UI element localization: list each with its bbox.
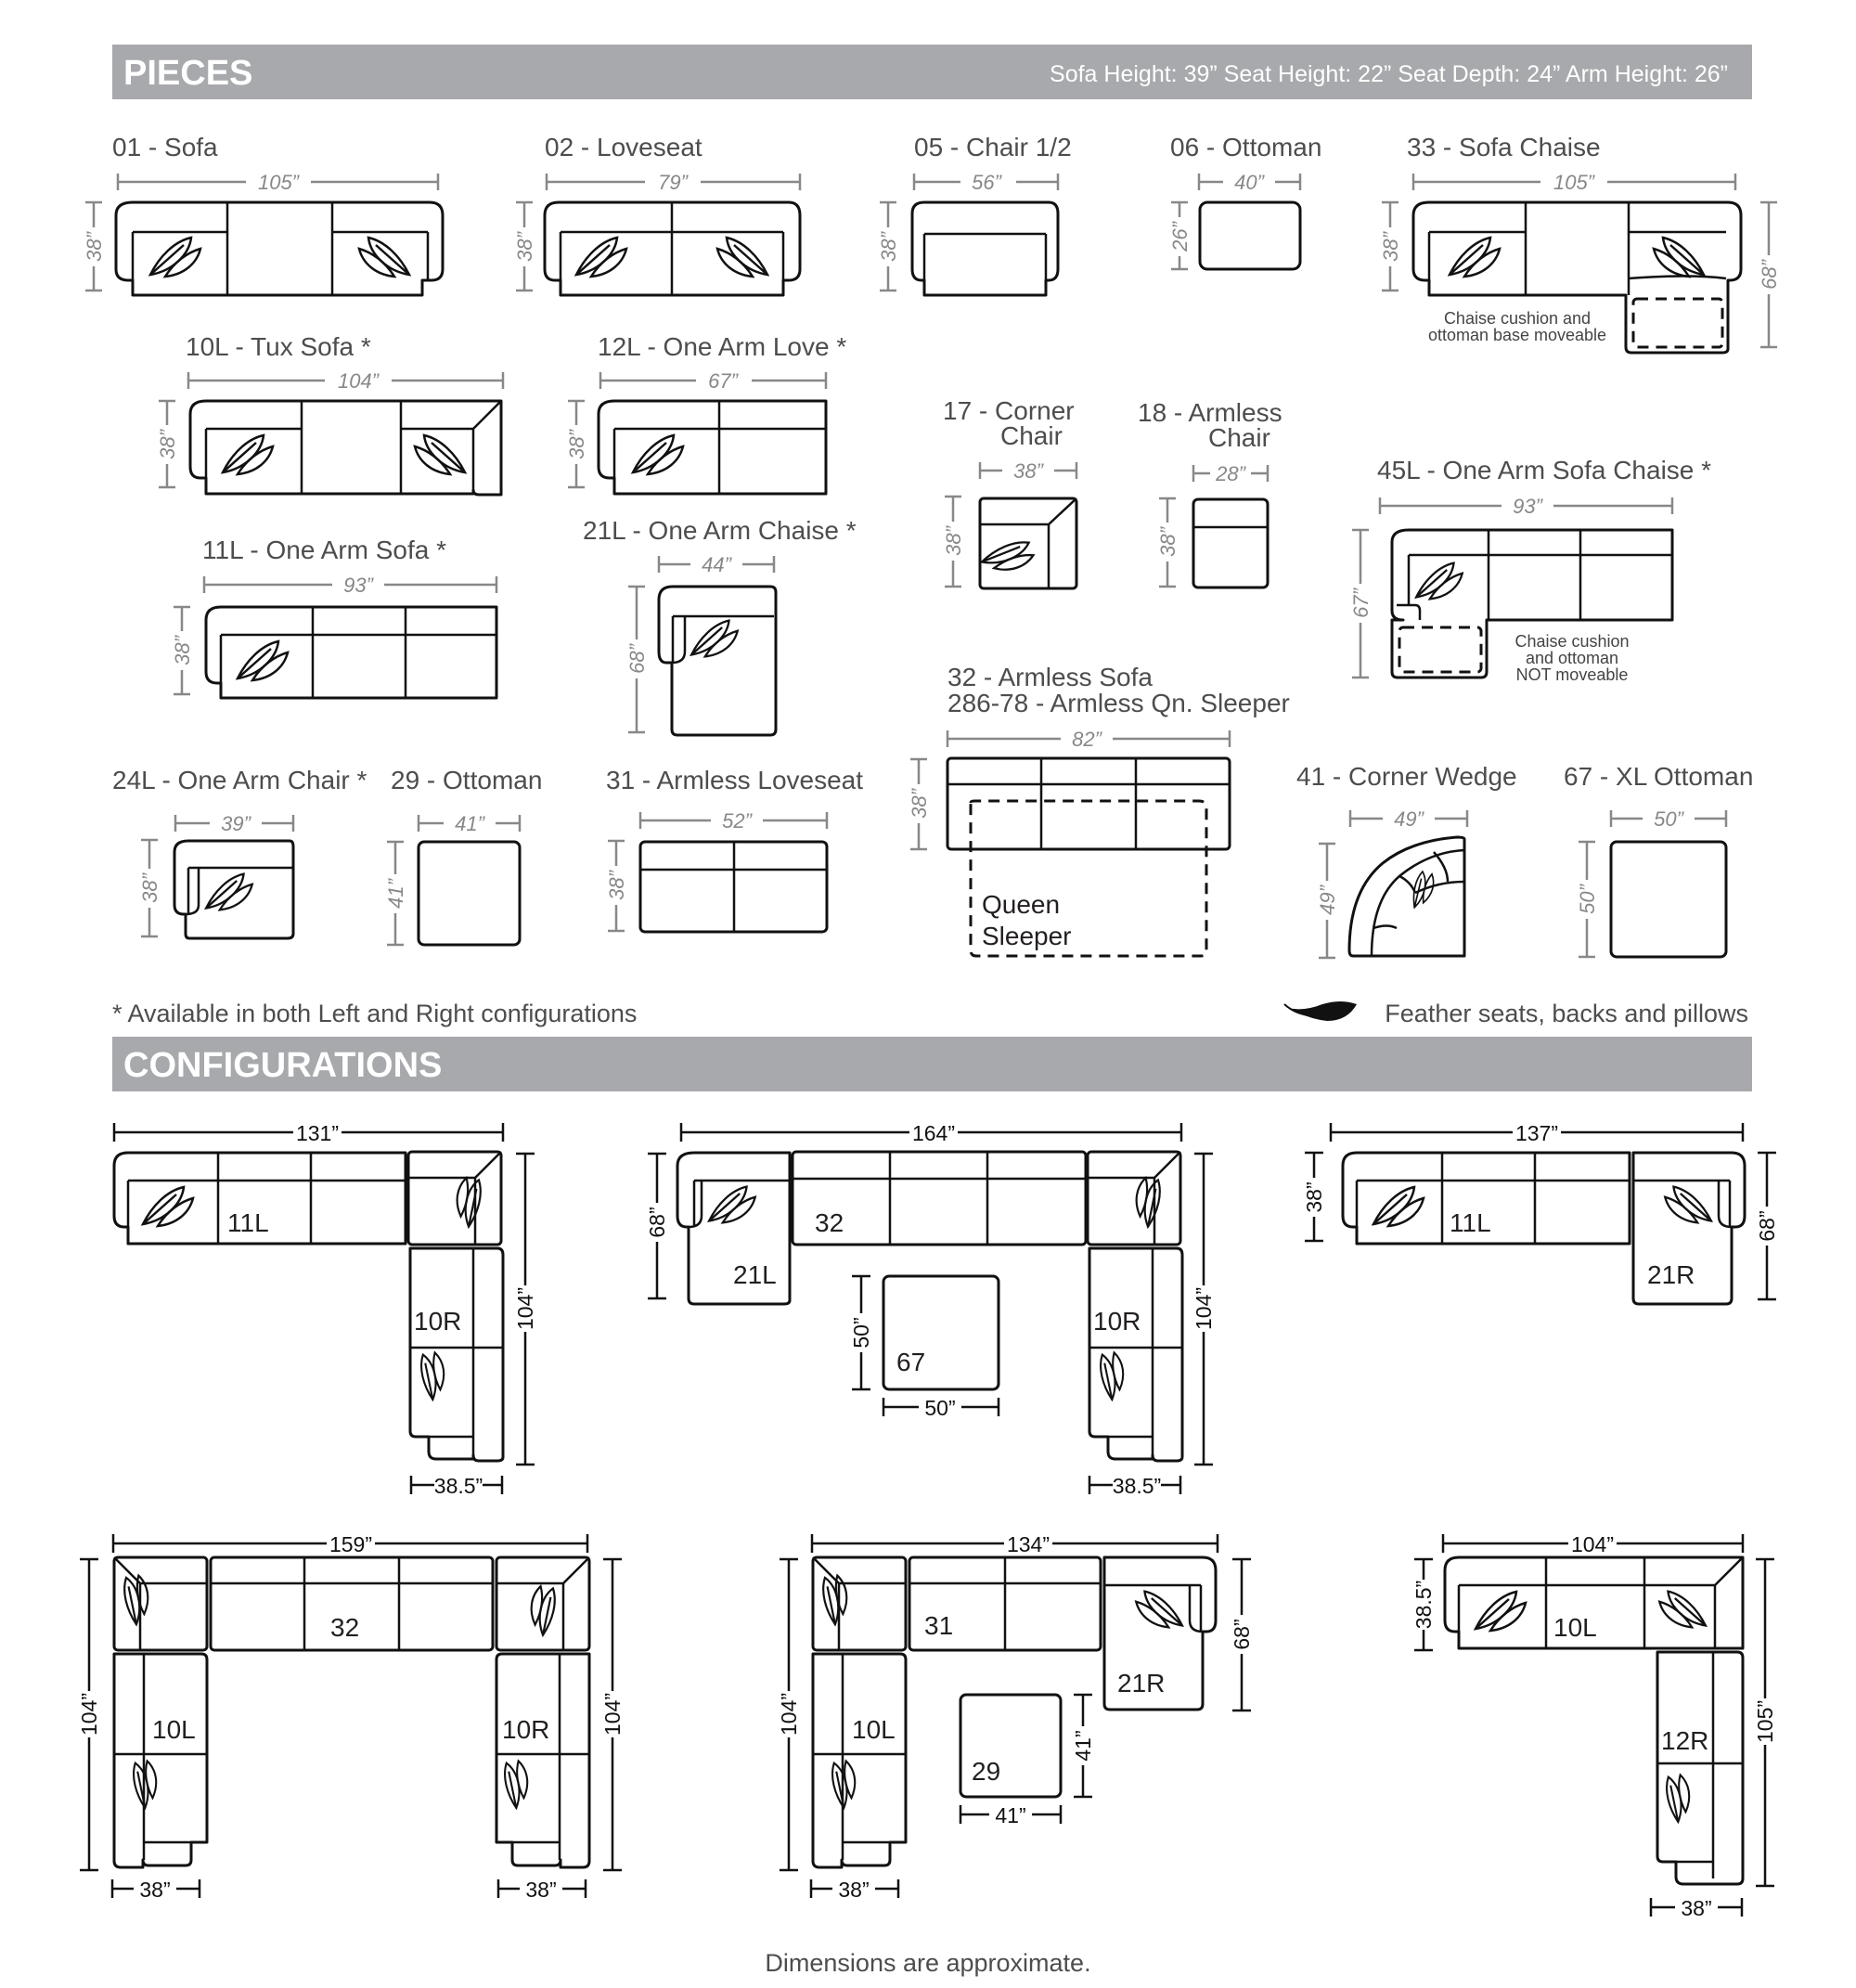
- height-dim: 38”: [83, 232, 106, 262]
- piece-label: 10R: [502, 1715, 550, 1744]
- piece-32-armless-sofa: [908, 663, 1290, 956]
- chaise-note-1: Chaise cushion: [1514, 632, 1630, 651]
- configurations-header: [112, 1037, 1752, 1091]
- feather-icon: [1288, 1001, 1357, 1021]
- chaise-note-2: and ottoman: [1525, 649, 1619, 667]
- depth-dim: 104”: [600, 1692, 625, 1736]
- height-dim: 41”: [384, 879, 407, 909]
- piece-05-chair: [877, 133, 1072, 295]
- seat-specs: Sofa Height: 39” Seat Height: 22” Seat Depth: 24” Arm Height: 26”: [1050, 61, 1728, 87]
- piece-title: 31 - Armless Loveseat: [606, 766, 864, 794]
- depth-dim: 105”: [1753, 1699, 1777, 1744]
- width-dim: 82”: [1072, 728, 1102, 751]
- feather-legend: [1284, 1000, 1748, 1027]
- sleeper-label-1: Queen: [982, 890, 1061, 919]
- ottoman-width-dim: 50”: [924, 1396, 956, 1420]
- width-dim: 104”: [1570, 1532, 1615, 1556]
- width-dim: 131”: [295, 1121, 340, 1145]
- piece-33-sofa-chaise: [1379, 133, 1781, 353]
- width-dim: 105”: [1553, 171, 1595, 194]
- piece-title: 67 - XL Ottoman: [1564, 762, 1754, 791]
- depth-dim: 68”: [1230, 1619, 1254, 1650]
- piece-label: 21L: [733, 1260, 777, 1289]
- width-dim: 40”: [1234, 171, 1264, 194]
- piece-title: 01 - Sofa: [112, 133, 218, 161]
- feather-text: Feather seats, backs and pillows: [1385, 1000, 1748, 1027]
- arm-dim: 38”: [838, 1878, 870, 1902]
- width-dim: 49”: [1394, 807, 1424, 831]
- depth-dim: 38.5”: [1411, 1580, 1436, 1630]
- piece-label: 10L: [152, 1715, 196, 1744]
- piece-06-ottoman: [1168, 133, 1321, 269]
- piece-title: 02 - Loveseat: [545, 133, 702, 161]
- width-dim: 105”: [257, 171, 300, 194]
- config-2: [645, 1121, 1216, 1498]
- piece-title: 33 - Sofa Chaise: [1407, 133, 1601, 161]
- arm-dim: 38.5”: [433, 1474, 483, 1498]
- width-dim: 67”: [708, 369, 738, 393]
- config-5: [777, 1532, 1254, 1902]
- piece-67-xl-ottoman: [1564, 762, 1753, 957]
- depth-dim: 67”: [1349, 588, 1373, 618]
- config-3: [1302, 1121, 1779, 1304]
- piece-29-ottoman: [384, 766, 542, 945]
- depth-dim: 68”: [625, 644, 649, 674]
- piece-label: 10L: [1553, 1613, 1597, 1642]
- width-dim: 104”: [337, 369, 380, 393]
- config-1: [114, 1121, 537, 1498]
- piece-10l-tux-sofa: [156, 332, 503, 495]
- piece-label: 31: [924, 1611, 954, 1640]
- pieces-title: PIECES: [123, 54, 253, 93]
- arm-dim: 38.5”: [1112, 1474, 1162, 1498]
- height-dim: 26”: [1168, 222, 1192, 252]
- piece-31-armless-loveseat: [605, 766, 863, 932]
- arm-dim: 38”: [1681, 1896, 1712, 1920]
- piece-title: 06 - Ottoman: [1170, 133, 1322, 161]
- configurations-title: CONFIGURATIONS: [123, 1046, 443, 1085]
- piece-title: 21L - One Arm Chaise *: [583, 516, 857, 545]
- ottoman-height-dim: 41”: [1071, 1730, 1095, 1762]
- width-dim: 159”: [329, 1532, 373, 1556]
- width-dim: 164”: [911, 1121, 956, 1145]
- piece-title-2: 286-78 - Armless Qn. Sleeper: [947, 689, 1290, 717]
- depth-dim: 104”: [777, 1692, 801, 1736]
- height-dim: 38”: [908, 789, 931, 819]
- piece-title-2: Chair: [1000, 421, 1063, 450]
- height-dim: 38”: [1379, 232, 1402, 262]
- piece-label: 29: [972, 1757, 1001, 1786]
- piece-title: 24L - One Arm Chair *: [112, 766, 367, 794]
- width-dim: 93”: [1513, 495, 1542, 518]
- arm-dim: 38”: [525, 1878, 557, 1902]
- width-dim: 93”: [343, 574, 373, 597]
- pieces-header: [112, 45, 1752, 99]
- height-dim: 38”: [156, 430, 179, 459]
- piece-label: 21R: [1647, 1260, 1695, 1289]
- width-dim: 44”: [702, 553, 731, 576]
- depth-dim: 68”: [1758, 260, 1781, 290]
- depth-dim: 104”: [1192, 1286, 1216, 1331]
- piece-label: 32: [330, 1613, 360, 1642]
- height-dim: 38”: [565, 430, 588, 459]
- piece-title-1: 17 - Corner: [943, 396, 1075, 425]
- piece-title: 41 - Corner Wedge: [1296, 762, 1517, 791]
- height-dim: 38”: [1156, 527, 1179, 557]
- chaise-note-3: NOT moveable: [1515, 665, 1629, 684]
- width-dim: 134”: [1006, 1532, 1050, 1556]
- piece-label: 11L: [227, 1208, 269, 1237]
- ottoman-height-dim: 50”: [849, 1317, 873, 1349]
- piece-12l-one-arm-love: [565, 332, 846, 494]
- piece-title: 12L - One Arm Love *: [598, 332, 847, 361]
- depth-dim: 38”: [1302, 1181, 1326, 1213]
- width-dim: 79”: [658, 171, 688, 194]
- piece-label: 10L: [852, 1715, 896, 1744]
- height-dim: 38”: [942, 526, 965, 556]
- piece-title: 45L - One Arm Sofa Chaise *: [1377, 456, 1712, 484]
- piece-24l-one-arm-chair: [112, 766, 367, 938]
- piece-01-sofa: [83, 133, 443, 295]
- height-dim: 38”: [877, 232, 900, 262]
- piece-02-loveseat: [513, 133, 800, 295]
- piece-label: 12R: [1661, 1726, 1709, 1755]
- piece-label: 67: [896, 1348, 926, 1376]
- config-6: [1411, 1532, 1777, 1920]
- depth-dim: 68”: [1755, 1210, 1779, 1242]
- height-dim: 38”: [513, 232, 536, 262]
- piece-title-1: 18 - Armless: [1138, 398, 1282, 427]
- width-dim: 28”: [1216, 462, 1245, 485]
- piece-label: 32: [815, 1208, 844, 1237]
- piece-title-1: 32 - Armless Sofa: [947, 663, 1153, 691]
- piece-17-corner-chair: [942, 396, 1076, 588]
- piece-41-corner-wedge: [1296, 762, 1517, 958]
- depth-dim: 104”: [513, 1286, 537, 1331]
- chaise-note-2: ottoman base moveable: [1427, 326, 1607, 344]
- ottoman-width-dim: 41”: [995, 1803, 1026, 1827]
- height-dim: 38”: [605, 871, 628, 900]
- piece-title: 05 - Chair 1/2: [914, 133, 1072, 161]
- piece-18-armless-chair: [1138, 398, 1282, 587]
- width-dim: 39”: [221, 812, 251, 835]
- width-dim: 52”: [722, 809, 752, 833]
- piece-45l-one-arm-sofa-chaise: [1349, 456, 1711, 684]
- depth-dim: 104”: [77, 1692, 101, 1736]
- piece-label: 10R: [1093, 1307, 1141, 1336]
- available-note: * Available in both Left and Right configurations: [112, 1000, 638, 1027]
- height-dim: 38”: [138, 873, 161, 903]
- piece-label: 11L: [1450, 1208, 1491, 1237]
- sleeper-label-2: Sleeper: [982, 922, 1072, 950]
- width-dim: 38”: [1013, 459, 1043, 483]
- approx-note: Dimensions are approximate.: [765, 1949, 1091, 1977]
- height-dim: 38”: [171, 636, 194, 665]
- piece-21l-one-arm-chaise: [583, 516, 857, 735]
- piece-title: 10L - Tux Sofa *: [186, 332, 371, 361]
- piece-title: 29 - Ottoman: [391, 766, 543, 794]
- config-4: [77, 1532, 625, 1902]
- height-dim: 49”: [1316, 885, 1339, 915]
- width-dim: 56”: [972, 171, 1001, 194]
- piece-11l-one-arm-sofa: [171, 536, 496, 698]
- piece-title-2: Chair: [1208, 423, 1270, 452]
- width-dim: 41”: [455, 812, 484, 835]
- depth-dim: 68”: [645, 1207, 669, 1238]
- piece-label: 10R: [414, 1307, 462, 1336]
- chaise-note-1: Chaise cushion and: [1443, 309, 1592, 328]
- height-dim: 50”: [1576, 884, 1599, 914]
- width-dim: 137”: [1514, 1121, 1559, 1145]
- width-dim: 50”: [1654, 807, 1683, 831]
- piece-label: 21R: [1117, 1669, 1166, 1698]
- arm-dim: 38”: [139, 1878, 171, 1902]
- piece-title: 11L - One Arm Sofa *: [202, 536, 447, 564]
